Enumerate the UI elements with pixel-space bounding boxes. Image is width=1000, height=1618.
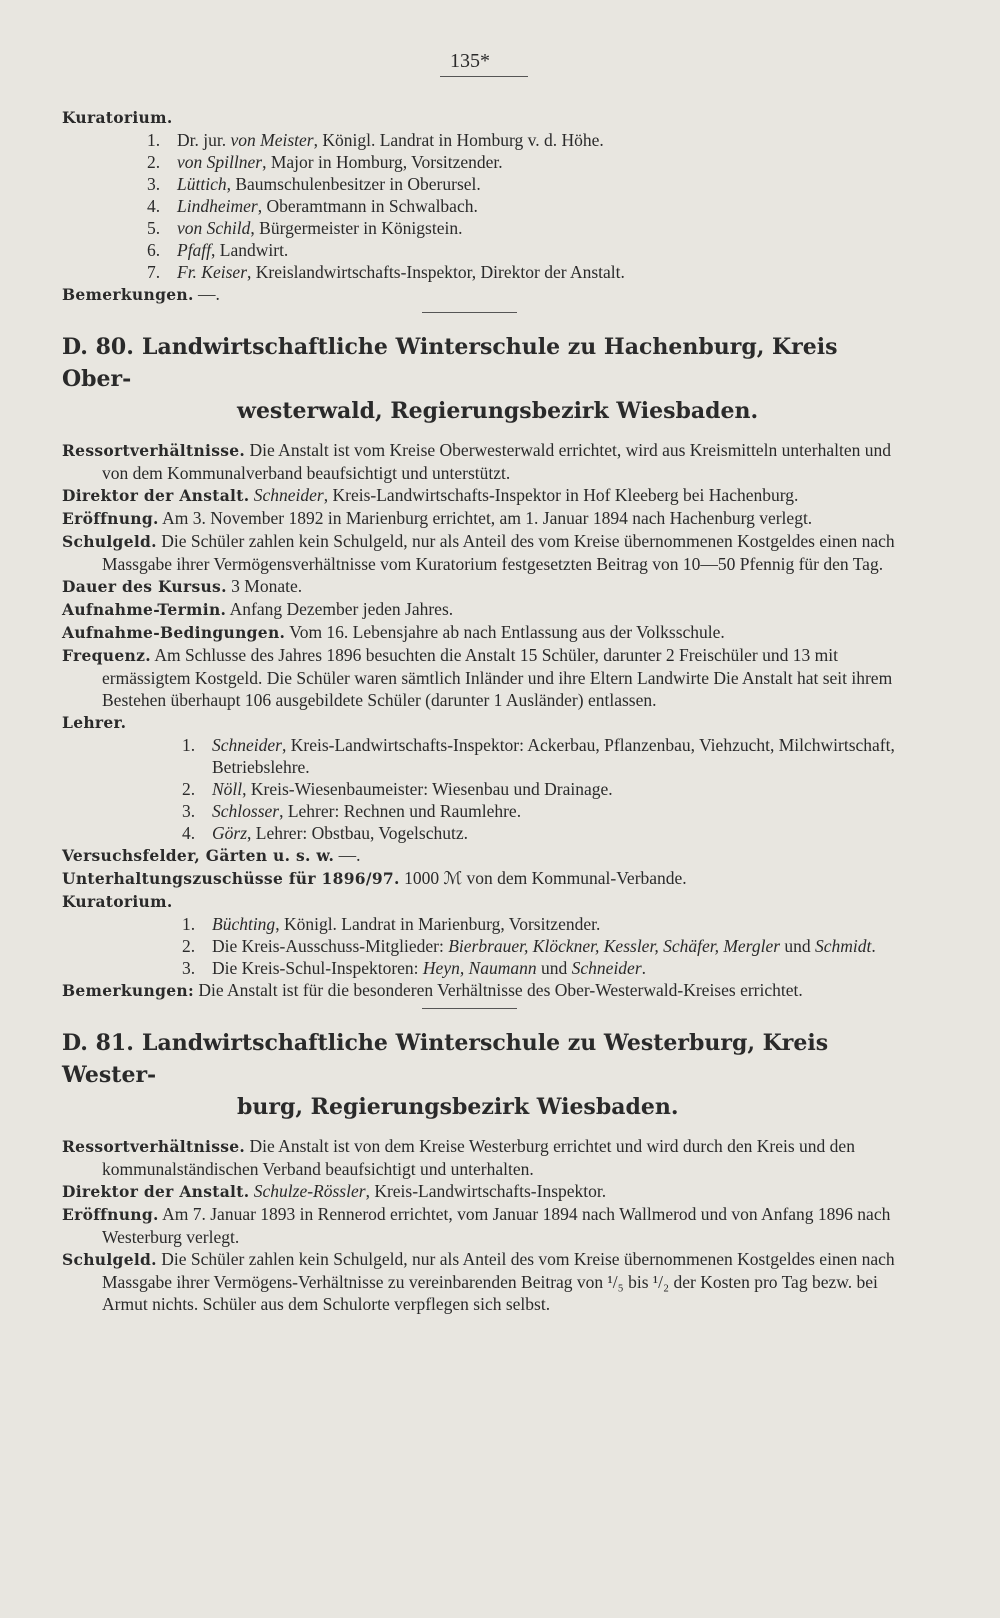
list-item: 3. Die Kreis-Schul-Inspektoren: Heyn, Naumann und Schneider. (182, 958, 647, 978)
section-divider (422, 312, 517, 313)
s80-direktor: Direktor der Anstalt. Schneider, Kreis-Landwirtschafts-Inspektor in Hof Kleeberg bei Hachenburg. (62, 485, 799, 505)
page-number-rule (440, 76, 528, 77)
s80-unterhaltung: Unterhaltungszuschüsse für 1896/97. 1000 ℳ von dem Kommunal-Verbande. (62, 868, 687, 888)
list-item: 1. Dr. jur. von Meister, Königl. Landrat in Homburg v. d. Höhe. (147, 130, 604, 150)
list-item: 5. von Schild, Bürgermeister in Königstein. (147, 218, 463, 238)
page-number: 135* (450, 50, 490, 72)
s80-eroeffnung: Eröffnung. Am 3. November 1892 in Marienburg errichtet, am 1. Januar 1894 nach Hachenburg verlegt. (62, 508, 813, 528)
s80-aufnahme-bedingungen: Aufnahme-Bedingungen. Vom 16. Lebensjahre ab nach Entlassung aus der Volksschule. (62, 622, 725, 642)
s81-eroeffnung: Eröffnung. Am 7. Januar 1893 in Rennerod errichtet, vom Januar 1894 nach Wallmerod und von Anfang 1896 nach Westerburg verlegt. (62, 1204, 891, 1247)
s80-lehrer-list (62, 734, 912, 844)
s80-lehrer-heading: Lehrer. (62, 713, 127, 732)
s80-frequenz: Frequenz. Am Schlusse des Jahres 1896 besuchten die Anstalt 15 Schüler, darunter 2 Freischüler und 13 mit ermässigtem Kostgeld. Die Schüler waren sämtlich Inländer und ihre Eltern Landwirte Die Anstalt hat seit ihrem Bestehen überhaupt 106 ausgebildete Schüler (darunter 1 Ausländer) entlassen. (62, 645, 893, 710)
section-80-title: D. 80. Landwirtschaftliche Winterschule zu Hachenburg, Kreis Ober- westerwald, Regierungsbezirk Wiesbaden. (62, 334, 838, 424)
list-item: 1. Büchting, Königl. Landrat in Marienburg, Vorsitzender. (182, 914, 601, 934)
section-81-title: D. 81. Landwirtschaftliche Winterschule zu Westerburg, Kreis Wester- burg, Regierungsbezirk Wiesbaden. (62, 1030, 829, 1120)
s80-aufnahme-termin: Aufnahme-Termin. Anfang Dezember jeden Jahres. (62, 599, 454, 619)
list-item: 6. Pfaff, Landwirt. (147, 240, 289, 260)
s80-dauer: Dauer des Kursus. 3 Monate. (62, 576, 303, 596)
s81-ressort: Ressortverhältnisse. Die Anstalt ist von dem Kreise Westerburg errichtet und wird durch den Kreis und den kommunalständischen Verband beaufsichtigt und unterhalten. (62, 1136, 855, 1179)
list-item: 2. von Spillner, Major in Homburg, Vorsitzender. (147, 152, 503, 172)
list-item: 4. Görz, Lehrer: Obstbau, Vogelschutz. (182, 823, 468, 843)
list-item: 2. Nöll, Kreis-Wiesenbaumeister: Wiesenbau und Drainage. (182, 779, 613, 799)
section-divider (422, 1008, 517, 1009)
s80-kuratorium-heading: Kuratorium. (62, 892, 173, 911)
s80-bemerkungen: Bemerkungen: Die Anstalt ist für die besonderen Verhältnisse des Ober-Westerwald-Kreises errichtet. (62, 980, 803, 1000)
s80-versuchsfelder: Versuchsfelder, Gärten u. s. w. —. (62, 845, 361, 865)
s81-schulgeld: Schulgeld. Die Schüler zahlen kein Schulgeld, nur als Anteil des vom Kreise übernommenen Kostgeldes einen nach Massgabe ihrer Vermögens-Verhältnisse zu vereinbarenden Beitrag von ¹/₅ bis ¹/₂ der Kosten pro Tag bezw. bei Armut nichts. Schüler aus dem Schulorte verpflegen sich selbst. (62, 1249, 895, 1314)
list-item: 4. Lindheimer, Oberamtmann in Schwalbach. (147, 196, 478, 216)
page-content (62, 106, 912, 1315)
s80-ressort: Ressortverhältnisse. Die Anstalt ist vom Kreise Oberwesterwald errichtet, wird aus Kreismitteln unterhalten und von dem Kommunalverband beaufsichtigt und unterstützt. (62, 440, 891, 483)
s81-direktor: Direktor der Anstalt. Schulze-Rössler, Kreis-Landwirtschafts-Inspektor. (62, 1181, 607, 1201)
list-item: 3. Lüttich, Baumschulenbesitzer in Oberursel. (147, 174, 481, 194)
list-item: 1. Schneider, Kreis-Landwirtschafts-Inspektor: Ackerbau, Pflanzenbau, Viehzucht, Milchwirtschaft, Betriebslehre. (182, 735, 895, 777)
bemerkungen-top: Bemerkungen. —. (62, 284, 220, 304)
s80-schulgeld: Schulgeld. Die Schüler zahlen kein Schulgeld, nur als Anteil des vom Kreise übernommenen Kostgeldes einen nach Massgabe ihrer Vermögensverhältnisse vom Kuratorium festgesetzten Beitrag von 10—50 Pfennig für den Tag. (62, 531, 895, 574)
list-item: 7. Fr. Keiser, Kreislandwirtschafts-Inspektor, Direktor der Anstalt. (147, 262, 625, 282)
kuratorium-list (62, 129, 912, 283)
list-item: 3. Schlosser, Lehrer: Rechnen und Raumlehre. (182, 801, 522, 821)
kuratorium-heading: Kuratorium. (62, 108, 173, 127)
s80-kuratorium-list (62, 913, 912, 979)
list-item: 2. Die Kreis-Ausschuss-Mitglieder: Bierbrauer, Klöckner, Kessler, Schäfer, Mergler und Schmidt. (182, 936, 876, 956)
